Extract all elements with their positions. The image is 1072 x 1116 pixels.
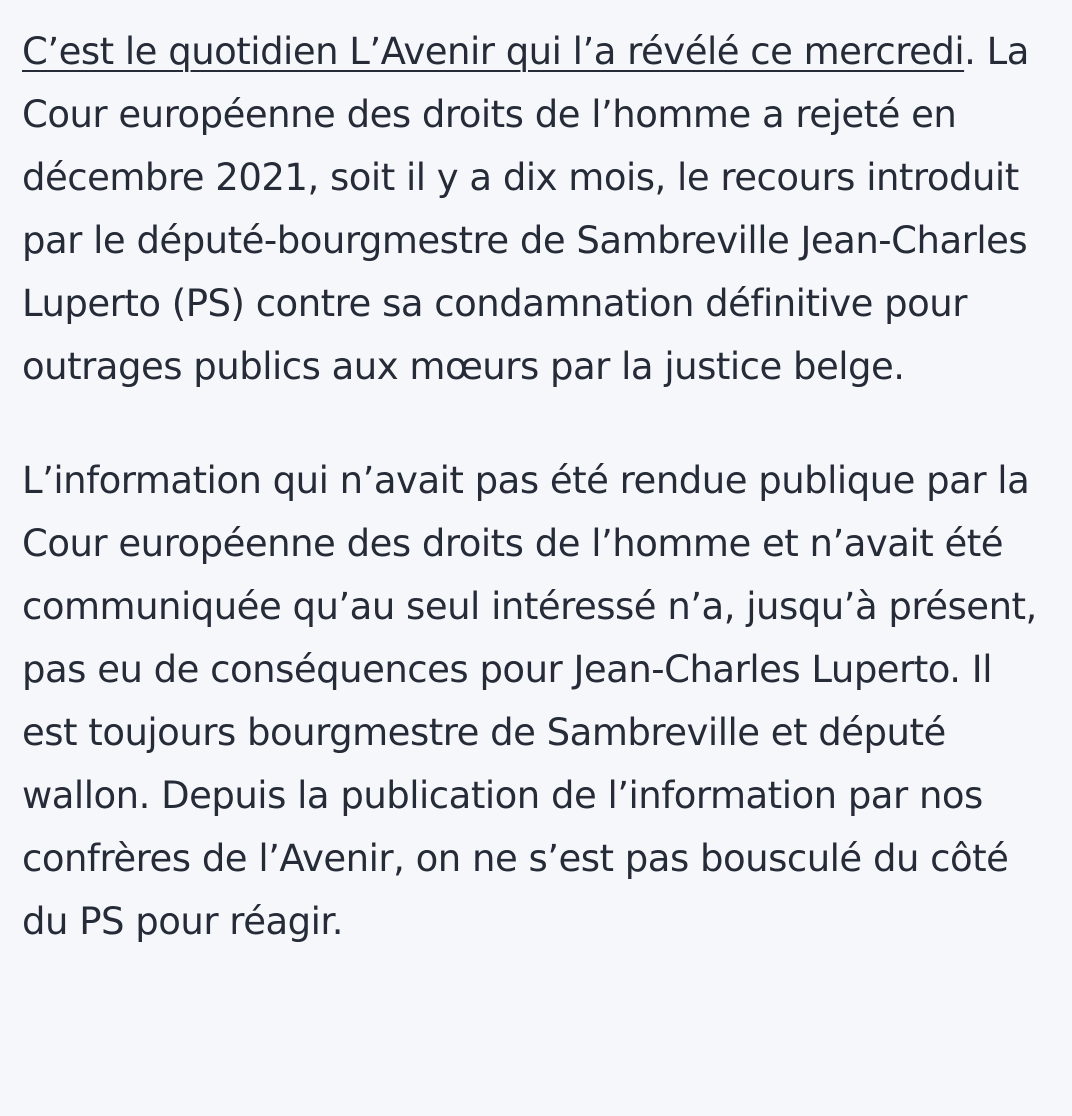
paragraph-1-text: . La Cour européenne des droits de l’homme a rejeté en décembre 2021, soit il y a dix mois, le recours introduit par le député-bourgmestre de Sambreville Jean-Charles Luperto (PS) contre sa condamnation définitive pour outrages publics aux mœurs par la justice belge.	[22, 30, 1029, 388]
lavenir-article-link[interactable]: C’est le quotidien L’Avenir qui l’a révélé ce mercredi	[22, 30, 965, 73]
paragraph-2-text: L’information qui n’avait pas été rendue publique par la Cour européenne des droits de l’homme et n’avait été communiquée qu’au seul intéressé n’a, jusqu’à présent, pas eu de conséquences pour Jean-Charles Luperto. Il est toujours bourgmestre de Sambreville et député wallon. Depuis la publication de l’information par nos confrères de l’Avenir, on ne s’est pas bousculé du côté du PS pour réagir.	[22, 459, 1037, 943]
article-paragraph-1	[22, 20, 1052, 398]
article-paragraph-2	[22, 449, 1052, 953]
